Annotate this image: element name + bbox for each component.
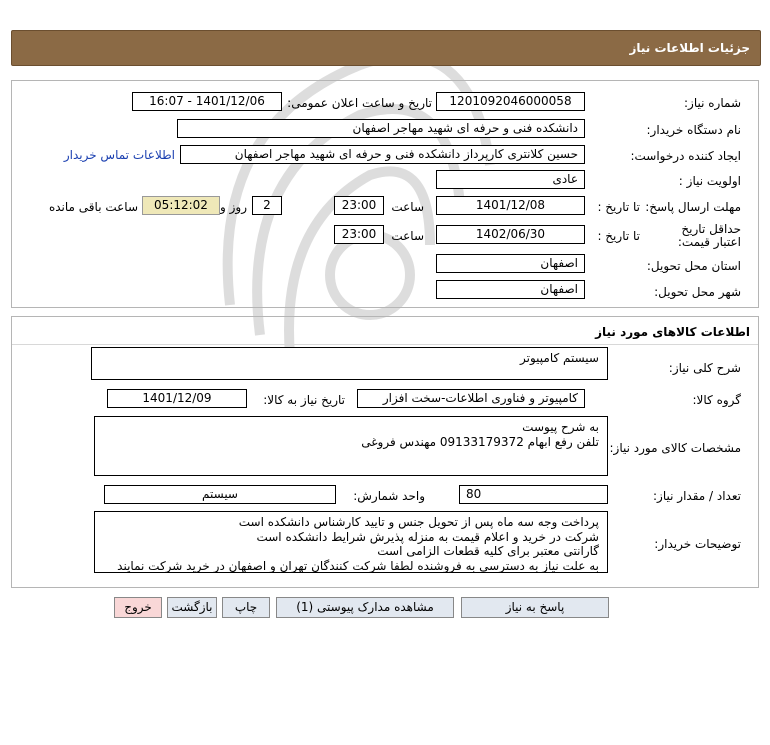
quantity-label: تعداد / مقدار نیاز:: [653, 489, 741, 503]
remaining-days-field: 2: [252, 196, 282, 215]
price-validity-time-field: 23:00: [334, 225, 384, 244]
announce-datetime-label: تاریخ و ساعت اعلان عمومی:: [287, 96, 432, 110]
priority-field: عادی: [436, 170, 585, 189]
days-label: روز و: [220, 200, 247, 214]
buyer-contact-link[interactable]: اطلاعات تماس خریدار: [63, 148, 175, 162]
goods-panel-divider: [12, 344, 758, 345]
remaining-time-counter: 05:12:02: [142, 196, 220, 215]
specs-field: به شرح پیوست تلفن رفع ابهام 09133179372 مهندس فروغی: [94, 416, 608, 476]
goods-group-label: گروه کالا:: [692, 393, 741, 407]
back-button[interactable]: بازگشت: [167, 597, 217, 618]
price-validity-time-label: ساعت: [391, 229, 424, 243]
view-attachments-button[interactable]: مشاهده مدارک پیوستی (1): [276, 597, 454, 618]
page-title: جزئیات اطلاعات نیاز: [629, 41, 750, 55]
delivery-city-label: شهر محل تحویل:: [654, 285, 741, 299]
general-desc-label: شرح کلی نیاز:: [668, 361, 741, 375]
specs-label: مشخصات کالای مورد نیاز:: [609, 441, 741, 455]
reply-to-need-button[interactable]: پاسخ به نیاز: [461, 597, 609, 618]
buyer-org-field: دانشکده فنی و حرفه ای شهید مهاجر اصفهان: [177, 119, 585, 138]
reply-deadline-label: مهلت ارسال پاسخ:: [645, 200, 741, 214]
reply-time-label: ساعت: [391, 200, 424, 214]
buyer-notes-field: پرداخت وجه سه ماه پس از تحویل جنس و تایید کارشناس دانشکده است شرکت در خرید و اعلام قیمت به منزله پذیرش شرایط دانشکده است گارانتی معتبر برای کلیه قطعات الزامی است به علت نیاز به دسترسی به فروشنده لطفا شرکت کنندگان تهران و اصفهان در خرید شرکت نمایند: [94, 511, 608, 573]
price-validity-to-date-label: تا تاریخ :: [597, 229, 640, 243]
need-number-label: شماره نیاز:: [684, 96, 741, 110]
delivery-city-field: اصفهان: [436, 280, 585, 299]
general-desc-field: سیستم کامپیوتر: [91, 347, 608, 380]
announce-datetime-field: 1401/12/06 - 16:07: [132, 92, 282, 111]
need-date-label: تاریخ نیاز به کالا:: [263, 393, 345, 407]
exit-button[interactable]: خروج: [114, 597, 162, 618]
priority-label: اولویت نیاز :: [678, 174, 741, 188]
need-details-panel: [11, 80, 759, 308]
need-number-field: 1201092046000058: [436, 92, 585, 111]
page-header: [11, 30, 761, 66]
reply-to-date-label: تا تاریخ :: [597, 200, 640, 214]
print-button[interactable]: چاپ: [222, 597, 270, 618]
unit-label: واحد شمارش:: [353, 489, 425, 503]
remaining-time-label: ساعت باقی مانده: [48, 200, 138, 214]
price-validity-date-field: 1402/06/30: [436, 225, 585, 244]
buyer-org-label: نام دستگاه خریدار:: [646, 123, 741, 137]
unit-field: سیستم: [104, 485, 336, 504]
quantity-field: 80: [459, 485, 608, 504]
reply-date-field: 1401/12/08: [436, 196, 585, 215]
requester-field: حسین کلانتری کارپرداز دانشکده فنی و حرفه ای شهید مهاجر اصفهان: [180, 145, 585, 164]
reply-time-field: 23:00: [334, 196, 384, 215]
delivery-province-label: استان محل تحویل:: [646, 259, 741, 273]
buyer-notes-label: توضیحات خریدار:: [654, 537, 741, 551]
requester-label: ایجاد کننده درخواست:: [630, 149, 741, 163]
delivery-province-field: اصفهان: [436, 254, 585, 273]
goods-group-field: کامپیوتر و فناوری اطلاعات-سخت افزار: [357, 389, 585, 408]
price-validity-label: حداقل تاریخ اعتبار قیمت:: [677, 222, 741, 249]
need-date-field: 1401/12/09: [107, 389, 247, 408]
goods-panel-title: اطلاعات کالاهای مورد نیاز: [595, 325, 750, 339]
